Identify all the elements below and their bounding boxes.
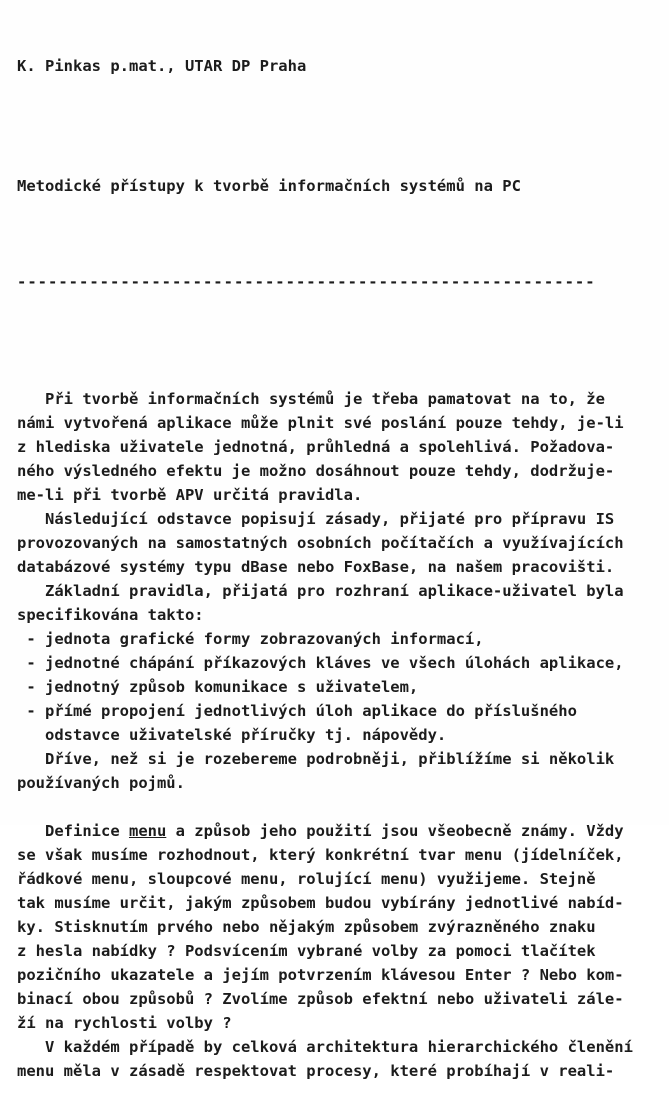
document-line: V každém případě by celková architektura hierarchického členění — [17, 1038, 633, 1056]
document-line: - přímé propojení jednotlivých úloh aplikace do příslušného — [17, 702, 577, 720]
document-line: provozovaných na samostatných osobních počítačích a využívajících — [17, 534, 624, 552]
document-line: Základní pravidla, přijatá pro rozhraní aplikace-uživatel byla — [17, 582, 624, 600]
document-line: odstavce uživatelské příručky tj. nápovědy. — [17, 726, 447, 744]
document-line — [17, 795, 665, 819]
document-body — [17, 387, 665, 1083]
document-title: Metodické přístupy k tvorbě informačních systémů na PC — [17, 177, 521, 195]
document-line: Následující odstavce popisují zásady, přijaté pro přípravu IS — [17, 510, 615, 528]
author-line: K. Pinkas p.mat., UTAR DP Praha — [17, 57, 307, 75]
document-line: binací obou způsobů ? Zvolíme způsob efektní nebo uživateli zále- — [17, 990, 624, 1008]
document-line: me-li při tvorbě APV určitá pravidla. — [17, 486, 363, 504]
document-line: Dříve, než si je rozebereme podrobněji, přiblížíme si několik — [17, 750, 615, 768]
document-line: tak musíme určit, jakým způsobem budou vybírány jednotlivé nabíd- — [17, 894, 624, 912]
underlined-term: menu — [128, 822, 167, 840]
document-line: Definice menu a způsob jeho použití jsou všeobecně známy. Vždy — [17, 822, 624, 840]
document-line: specifikována takto: — [17, 606, 204, 624]
document-line: se však musíme rozhodnout, který konkrétní tvar menu (jídelníček, — [17, 846, 624, 864]
document-line: pozičního ukazatele a jejím potvrzením klávesou Enter ? Nebo kom- — [17, 966, 624, 984]
document-line: databázové systémy typu dBase nebo FoxBase, na našem pracovišti. — [17, 558, 615, 576]
title-underline-rule: -------------------------------------------------------- — [17, 273, 596, 291]
document-line: - jednotný způsob komunikace s uživatelem, — [17, 678, 419, 696]
document-line: ky. Stisknutím prvého nebo nějakým způsobem zvýrazněného znaku — [17, 918, 596, 936]
document-line: ného výsledného efektu je možno dosáhnout pouze tehdy, dodržuje- — [17, 462, 615, 480]
document-line: z hlediska uživatele jednotná, průhledná a spolehlivá. Požadova- — [17, 438, 615, 456]
document-line: používaných pojmů. — [17, 774, 185, 792]
document-line: - jednota grafické formy zobrazovaných informací, — [17, 630, 484, 648]
document-line: řádkové menu, sloupcové menu, rolující menu) využijeme. Stejně — [17, 870, 596, 888]
document-line: - jednotné chápání příkazových kláves ve všech úlohách aplikace, — [17, 654, 624, 672]
document-line: námi vytvořená aplikace může plnit své poslání pouze tehdy, je-li — [17, 414, 624, 432]
document-line: z hesla nabídky ? Podsvícením vybrané volby za pomoci tlačítek — [17, 942, 596, 960]
document-line: menu měla v zásadě respektovat procesy, které probíhají v reali- — [17, 1062, 615, 1080]
document-line: Při tvorbě informačních systémů je třeba pamatovat na to, že — [17, 390, 605, 408]
document-line: ží na rychlosti volby ? — [17, 1014, 232, 1032]
